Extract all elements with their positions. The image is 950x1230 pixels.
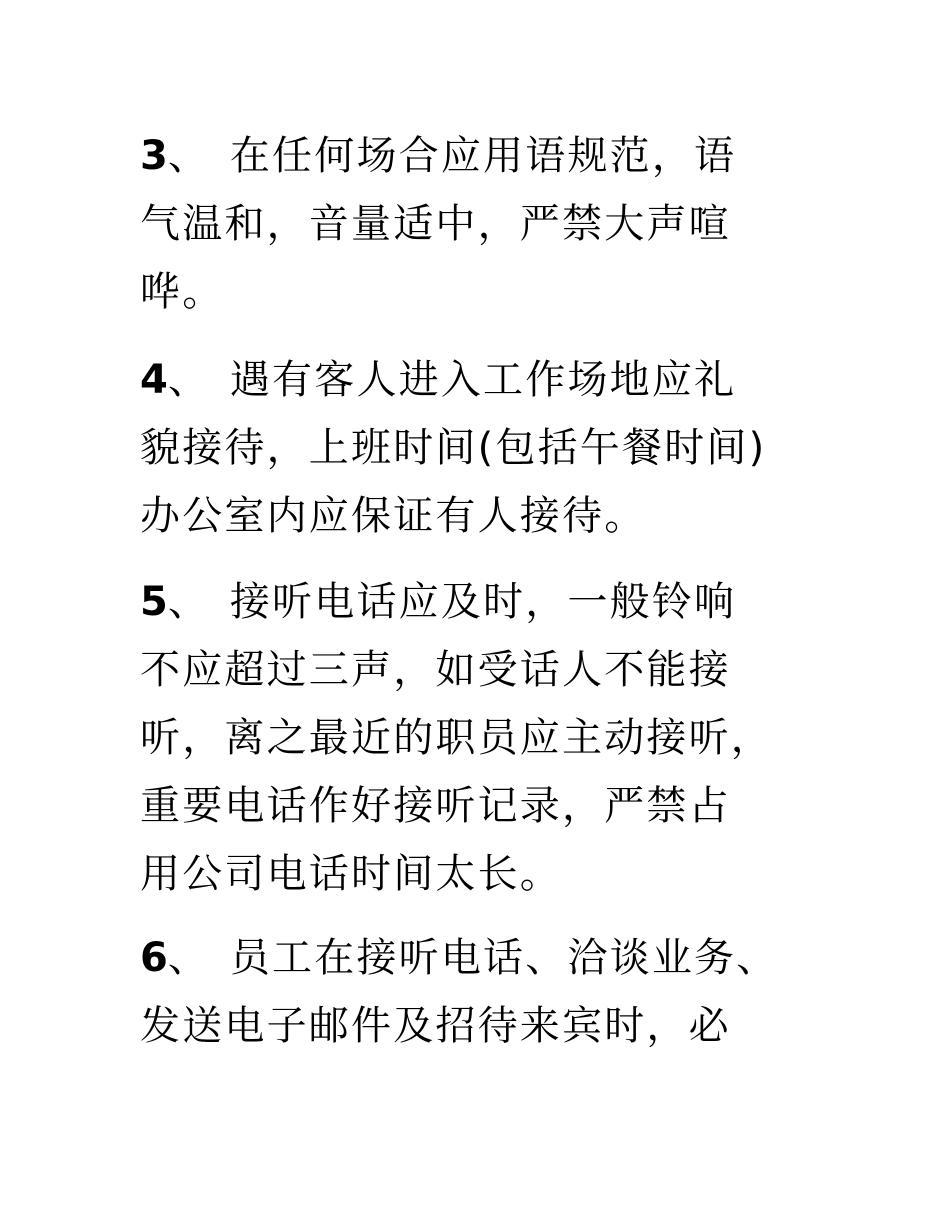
item-6-line-1 [140, 934, 778, 982]
item-5-line-5: 用公司电话时间太长。 [140, 851, 562, 897]
item-5-number: 5 [140, 579, 168, 625]
item-5-text-1: 接听电话应及时，一般铃响 [229, 579, 737, 625]
item-6-line-2: 发送电子邮件及招待来宾时，必 [140, 1003, 731, 1049]
item-5-separator: 、 [167, 579, 211, 625]
item-3-line-2: 气温和，音量适中，严禁大声喧 [140, 201, 731, 247]
item-6-text-1: 员工在接听电话、洽谈业务、 [229, 935, 779, 981]
item-3-line-3: 哗。 [140, 269, 225, 315]
item-6-separator: 、 [167, 935, 211, 981]
item-3-number: 3 [140, 133, 168, 179]
item-4-text-1: 遇有客人进入工作场地应礼 [229, 357, 737, 403]
item-3-separator: 、 [167, 133, 211, 179]
item-6-number: 6 [140, 935, 168, 981]
item-5-line-1 [140, 578, 736, 626]
item-5-line-2: 不应超过三声，如受话人不能接 [140, 647, 731, 693]
item-4-line-2: 貌接待，上班时间(包括午餐时间) [140, 425, 767, 471]
item-4-separator: 、 [167, 357, 211, 403]
item-4-line-1 [140, 356, 736, 404]
item-5-line-3: 听，离之最近的职员应主动接听， [140, 715, 773, 761]
item-5-line-4: 重要电话作好接听记录，严禁占 [140, 783, 731, 829]
item-3-text-1: 在任何场合应用语规范，语 [229, 133, 737, 179]
item-3-line-1 [140, 132, 736, 180]
item-4-line-3: 办公室内应保证有人接待。 [140, 493, 647, 539]
item-4-number: 4 [140, 357, 168, 403]
